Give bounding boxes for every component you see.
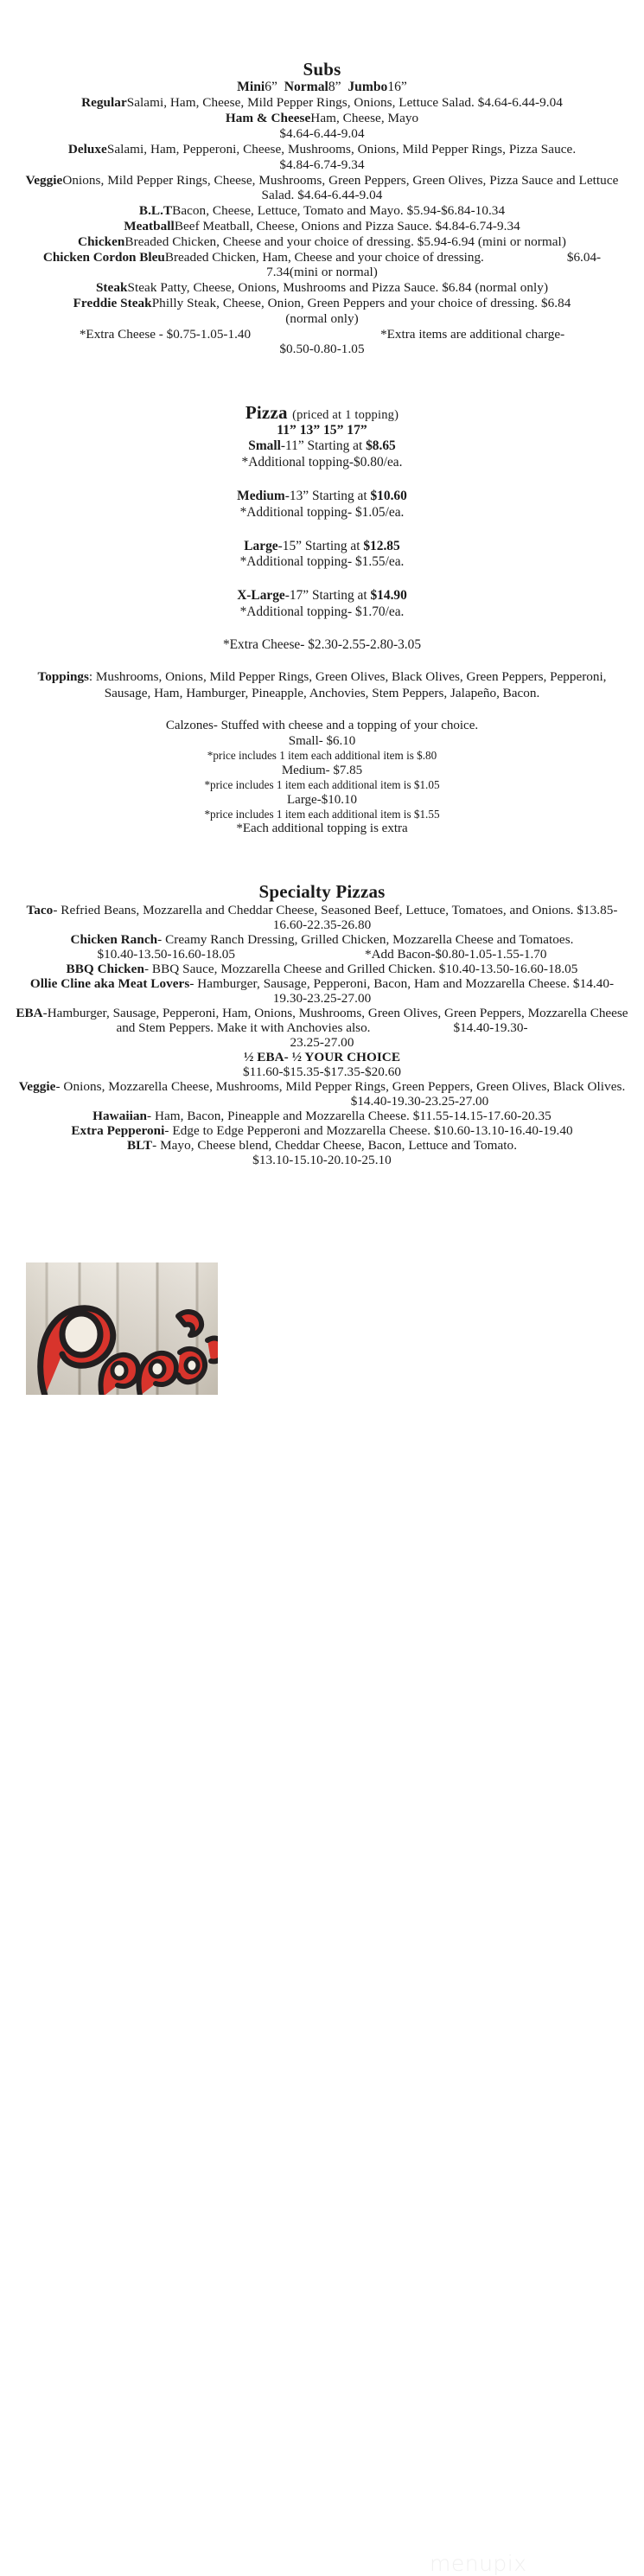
size-mini-label: Mini — [237, 80, 265, 95]
item-name: Hawaiian — [92, 1108, 148, 1123]
item-name: Ollie Cline aka Meat Lovers — [29, 975, 190, 991]
calzone-medium-note: *price includes 1 item each additional item is $1.05 — [204, 777, 440, 791]
item-name: BLT — [126, 1137, 153, 1153]
tier-inches: -17” Starting at — [284, 588, 371, 604]
item-desc: Salami, Ham, Cheese, Mild Pepper Rings, Onions, Lettuce Salad. $4.64-6.44-9.04 — [126, 95, 563, 111]
item-prices: $10.40-13.50-16.60-18.05 — [97, 946, 235, 962]
menu-item-chicken-cordon-bleu-price-cont: 7.34(mini or normal) — [266, 265, 378, 280]
menu-item-deluxe — [0, 142, 644, 157]
specialty-pizzas-section — [0, 881, 644, 1167]
item-name: Ham & Cheese — [225, 111, 311, 126]
tier-label: Medium — [237, 488, 285, 503]
item-dash: - — [189, 975, 198, 991]
subs-extra-items-prices: $0.50-0.80-1.05 — [279, 342, 365, 357]
specialty-item-eba — [0, 1006, 644, 1035]
specialty-item-chicken-ranch — [0, 932, 644, 947]
item-desc: Philly Steak, Cheese, Onion, Green Peppers and your choice of dressing. $6.84 — [151, 296, 571, 311]
item-desc: Hamburger, Sausage, Pepperoni, Ham, Onions, Mushrooms, Green Olives, Green Peppers, Mozzarella Cheese and Stem Peppers. Make it with Anchovies also. — [47, 1005, 628, 1035]
item-dash: - — [152, 1137, 161, 1153]
specialty-item-extra-pepperoni — [0, 1123, 644, 1138]
pizza-heading-text: Pizza — [245, 402, 288, 424]
item-prices: $14.40-19.30-23.25-27.00 — [350, 1093, 489, 1109]
menu-item-steak — [0, 280, 644, 295]
item-desc: Breaded Chicken, Cheese and your choice of dressing. $5.94-6.94 (mini or normal) — [124, 234, 566, 250]
item-dash: - — [53, 902, 61, 917]
item-desc: Breaded Chicken, Ham, Cheese and your choice of dressing. — [164, 250, 484, 265]
item-dash: - — [147, 1108, 155, 1123]
menu-item-deluxe-price: $4.84-6.74-9.34 — [279, 157, 365, 173]
tier-price: $12.85 — [363, 538, 400, 553]
item-desc: Steak Patty, Cheese, Onions, Mushrooms and Pizza Sauce. $6.84 (normal only) — [127, 280, 549, 296]
item-addon: *Add Bacon-$0.80-1.05-1.55-1.70 — [364, 946, 547, 962]
pizza-tier-medium-additional: *Additional topping- $1.05/ea. — [239, 504, 405, 520]
subs-heading: Subs — [303, 59, 341, 80]
subs-extras-row — [0, 327, 644, 342]
pizza-tier-xlarge — [0, 588, 644, 604]
item-dash: - — [164, 1122, 173, 1138]
pizza-tier-large-additional: *Additional topping- $1.55/ea. — [239, 554, 405, 570]
toppings-list: : Mushrooms, Onions, Mild Pepper Rings, Green Olives, Black Olives, Green Peppers, Pepperoni, Sausage, Ham, Hamburger, Pineapple, Anchovies, Stem Peppers, Jalapeño, Bacon. — [88, 669, 607, 700]
size-jumbo-value: 16” — [387, 80, 407, 95]
specialty-chicken-ranch-prices-row — [0, 947, 644, 962]
poopys-logo-script — [26, 1285, 218, 1395]
tier-inches: -11” Starting at — [280, 438, 367, 454]
calzone-medium-price: Medium- $7.85 — [281, 763, 363, 777]
size-normal-label: Normal — [284, 80, 328, 95]
item-name: BBQ Chicken — [66, 961, 144, 976]
specialty-veggie-price-row — [0, 1094, 644, 1109]
pizza-tier-small-additional: *Additional topping-$0.80/ea. — [241, 455, 403, 470]
menu-item-freddie-steak — [0, 296, 644, 310]
item-name: Chicken — [78, 234, 125, 250]
tier-price: $8.65 — [366, 438, 396, 454]
extra-cheese-note: *Extra Cheese - $0.75-1.05-1.40 — [79, 327, 252, 342]
menu-item-ham-cheese-price: $4.64-6.44-9.04 — [279, 126, 365, 142]
restaurant-logo-photo — [26, 1262, 218, 1395]
menu-item-meatball — [0, 219, 644, 233]
item-price-head: $14.40-19.30- — [453, 1020, 528, 1035]
pizza-tier-small — [0, 438, 644, 455]
item-dash: - — [55, 1078, 64, 1094]
specialty-item-hawaiian — [0, 1109, 644, 1123]
item-desc: Ham, Bacon, Pineapple and Mozzarella Cheese. $11.55-14.15-17.60-20.35 — [155, 1108, 552, 1123]
specialty-item-bbq-chicken — [0, 962, 644, 976]
specialty-item-blt — [0, 1138, 644, 1153]
item-name: Deluxe — [67, 142, 107, 157]
item-desc: Bacon, Cheese, Lettuce, Tomato and Mayo. $5.94-$6.84-10.34 — [172, 203, 506, 219]
menu-item-regular — [0, 95, 644, 110]
size-jumbo-label: Jumbo — [348, 80, 388, 95]
item-desc: Mayo, Cheese blend, Cheddar Cheese, Bacon, Lettuce and Tomato. — [160, 1137, 518, 1153]
item-name: Chicken Ranch — [70, 931, 158, 947]
calzones-footer-note: *Each additional topping is extra — [236, 821, 408, 836]
item-name: EBA — [16, 1005, 43, 1020]
tier-label: X-Large — [237, 588, 285, 604]
pizza-tier-large — [0, 539, 644, 555]
menupix-watermark: menupix — [430, 2551, 527, 2576]
item-name: Veggie — [18, 1078, 56, 1094]
item-desc: Refried Beans, Mozzarella and Cheddar Cheese, Seasoned Beef, Lettuce, Tomatoes, and Onions. $13.85-16.60-22.35-26.80 — [61, 902, 618, 932]
calzones-intro: Calzones- Stuffed with cheese and a topping of your choice. — [165, 718, 479, 732]
item-desc: Beef Meatball, Cheese, Onions and Pizza Sauce. $4.84-6.74-9.34 — [174, 219, 520, 234]
item-name: Extra Pepperoni — [71, 1122, 165, 1138]
item-dash: - — [143, 961, 152, 976]
menu-item-blt — [0, 203, 644, 218]
tier-price: $10.60 — [370, 488, 407, 503]
item-name: Freddie Steak — [73, 296, 152, 311]
specialty-heading: Specialty Pizzas — [258, 881, 386, 903]
item-name: Chicken Cordon Bleu — [42, 250, 165, 265]
item-desc: Onions, Mozzarella Cheese, Mushrooms, Mild Pepper Rings, Green Peppers, Green Olives, Black Olives. — [63, 1078, 626, 1094]
item-name: Taco — [26, 902, 54, 917]
item-desc: Onions, Mild Pepper Rings, Cheese, Mushrooms, Green Peppers, Green Olives, Pizza Sauce and Lettuce Salad. $4.64-6.44-9.04 — [62, 173, 619, 203]
menu-item-freddie-steak-cont: (normal only) — [285, 311, 359, 327]
specialty-item-ollie-cline-meat-lovers — [0, 976, 644, 1006]
specialty-item-taco — [0, 903, 644, 932]
item-dash: - — [157, 931, 166, 947]
calzone-large-note: *price includes 1 item each additional item is $1.55 — [204, 807, 440, 821]
calzone-large-price: Large-$10.10 — [287, 792, 357, 807]
item-desc: Salami, Ham, Pepperoni, Cheese, Mushrooms, Onions, Mild Pepper Rings, Pizza Sauce. — [106, 142, 577, 157]
item-desc: Creamy Ranch Dressing, Grilled Chicken, Mozzarella Cheese and Tomatoes. — [165, 931, 574, 947]
toppings-label: Toppings — [37, 669, 89, 685]
calzone-small-note: *price includes 1 item each additional item is $.80 — [207, 748, 437, 762]
tier-price: $14.90 — [370, 588, 407, 604]
item-name: Steak — [95, 280, 128, 296]
footer-area — [0, 1252, 644, 2576]
item-name: Meatball — [124, 219, 175, 234]
extra-items-note: *Extra items are additional charge- — [380, 327, 565, 342]
pizza-heading — [0, 402, 644, 423]
subs-sizes-line — [0, 80, 644, 95]
specialty-item-eba-price-cont: 23.25-27.00 — [290, 1034, 354, 1050]
menu-item-chicken-cordon-bleu — [0, 250, 644, 265]
item-dash: - — [42, 1005, 48, 1020]
specialty-item-veggie — [0, 1079, 644, 1094]
pizza-heading-note: (priced at 1 topping) — [292, 408, 399, 423]
tier-label: Large — [244, 538, 278, 553]
item-desc: Edge to Edge Pepperoni and Mozzarella Cheese. $10.60-13.10-16.40-19.40 — [172, 1122, 573, 1138]
tier-label: Small — [248, 438, 281, 454]
item-name: B.L.T — [138, 203, 173, 219]
pizza-extra-cheese: *Extra Cheese- $2.30-2.55-2.80-3.05 — [222, 636, 422, 652]
pizza-section — [0, 402, 644, 701]
menu-item-ham-cheese — [0, 111, 644, 125]
menu-item-chicken — [0, 234, 644, 249]
item-name: Regular — [81, 95, 127, 111]
pizza-tier-xlarge-additional: *Additional topping- $1.70/ea. — [239, 604, 405, 619]
calzone-small-price: Small- $6.10 — [288, 733, 356, 748]
tier-inches: -13” Starting at — [284, 488, 371, 503]
pizza-sizes-line: 11” 13” 15” 17” — [277, 423, 367, 438]
pizza-tier-medium — [0, 489, 644, 505]
item-price-head: $6.04- — [566, 250, 602, 265]
item-desc: Ham, Cheese, Mayo — [310, 111, 419, 126]
size-mini-value: 6” — [265, 80, 277, 95]
item-desc: Hamburger, Sausage, Pepperoni, Bacon, Ham and Mozzarella Cheese. $14.40-19.30-23.25-27.00 — [197, 975, 615, 1006]
tier-inches: -15” Starting at — [277, 538, 364, 553]
calzones-section — [0, 718, 644, 837]
item-name: Veggie — [25, 173, 63, 189]
item-desc: BBQ Sauce, Mozzarella Cheese and Grilled Chicken. $10.40-13.50-16.60-18.05 — [151, 961, 578, 976]
specialty-item-blt-prices: $13.10-15.10-20.10-25.10 — [252, 1152, 392, 1167]
size-normal-value: 8” — [328, 80, 341, 95]
half-eba-prices: $11.60-$15.35-$17.35-$20.60 — [242, 1064, 402, 1079]
half-eba-headline: ½ EBA- ½ YOUR CHOICE — [243, 1049, 400, 1064]
pizza-toppings — [0, 669, 644, 700]
subs-section — [0, 0, 644, 356]
menu-item-veggie — [0, 173, 644, 202]
